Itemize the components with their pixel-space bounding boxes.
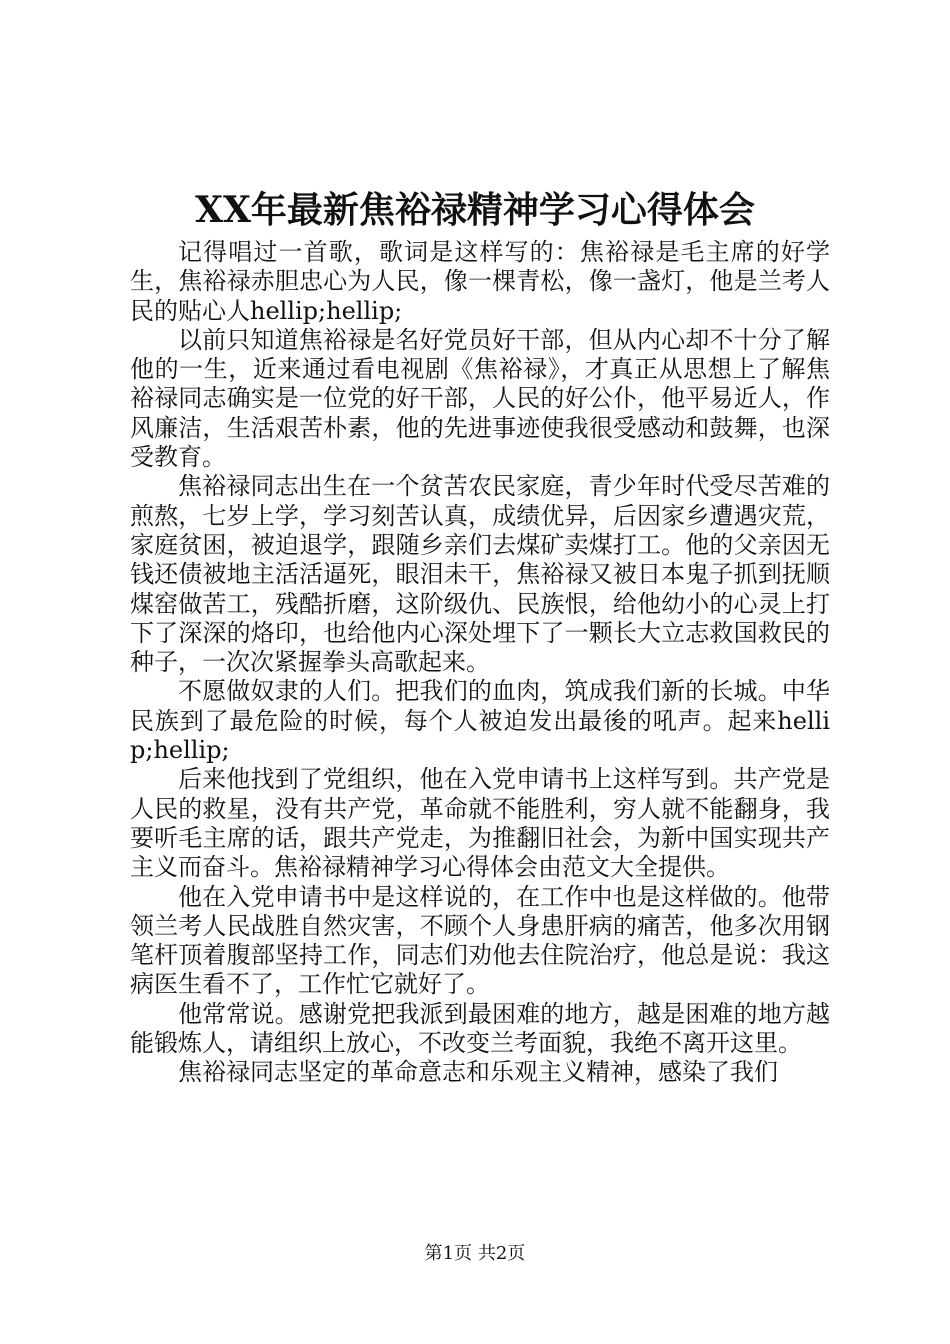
paragraph: 以前只知道焦裕禄是名好党员好干部，但从内心却不十分了解他的一生，近来通过看电视剧《焦裕禄》，才真正从思想上了解焦裕禄同志确实是一位党的好干部，人民的好公仆，他平易近人，作风廉洁，生活艰苦朴素，他的先进事迹使我很受感动和鼓舞，也深受教育。 (130, 325, 830, 472)
paragraph: 后来他找到了党组织，他在入党申请书上这样写到。共产党是人民的救星，没有共产党，革命就不能胜利，穷人就不能翻身，我要听毛主席的话，跟共产党走，为推翻旧社会，为新中国实现共产主义而奋斗。焦裕禄精神学习心得体会由范文大全提供。 (130, 765, 830, 882)
paragraph: 不愿做奴隶的人们。把我们的血肉，筑成我们新的长城。中华民族到了最危险的时候，每个人被迫发出最後的吼声。起来hellip;hellip; (130, 677, 830, 765)
paragraph: 记得唱过一首歌，歌词是这样写的：焦裕禄是毛主席的好学生，焦裕禄赤胆忠心为人民，像一棵青松，像一盏灯，他是兰考人民的贴心人hellip;hellip; (130, 238, 830, 325)
page-number-footer: 第1页 共2页 (424, 1243, 526, 1264)
paragraph: 他常常说。感谢党把我派到最困难的地方，越是困难的地方越能锻炼人，请组织上放心，不改变兰考面貌，我绝不离开这里。 (130, 999, 830, 1058)
paragraph: 他在入党申请书中是这样说的，在工作中也是这样做的。他带领兰考人民战胜自然灾害，不顾个人身患肝病的痛苦，他多次用钢笔杆顶着腹部坚持工作，同志们劝他去住院治疗，他总是说：我这病医生看不了，工作忙它就好了。 (130, 882, 830, 999)
paragraph: 焦裕禄同志出生在一个贫苦农民家庭，青少年时代受尽苦难的煎熬，七岁上学，学习刻苦认真，成绩优异，后因家乡遭遇灾荒，家庭贫困，被迫退学，跟随乡亲们去煤矿卖煤打工。他的父亲因无钱还债被地主活活逼死，眼泪未干，焦裕禄又被日本鬼子抓到抚顺煤窑做苦工，残酷折磨，这阶级仇、民族恨，给他幼小的心灵上打下了深深的烙印，也给他内心深处埋下了一颗长大立志救国救民的种子，一次次紧握拳头高歌起来。 (130, 472, 830, 677)
document-body (130, 238, 830, 1088)
paragraph: 焦裕禄同志坚定的革命意志和乐观主义精神，感染了我们 (178, 1058, 778, 1087)
document-title: XX年最新焦裕禄精神学习心得体会 (195, 189, 755, 231)
